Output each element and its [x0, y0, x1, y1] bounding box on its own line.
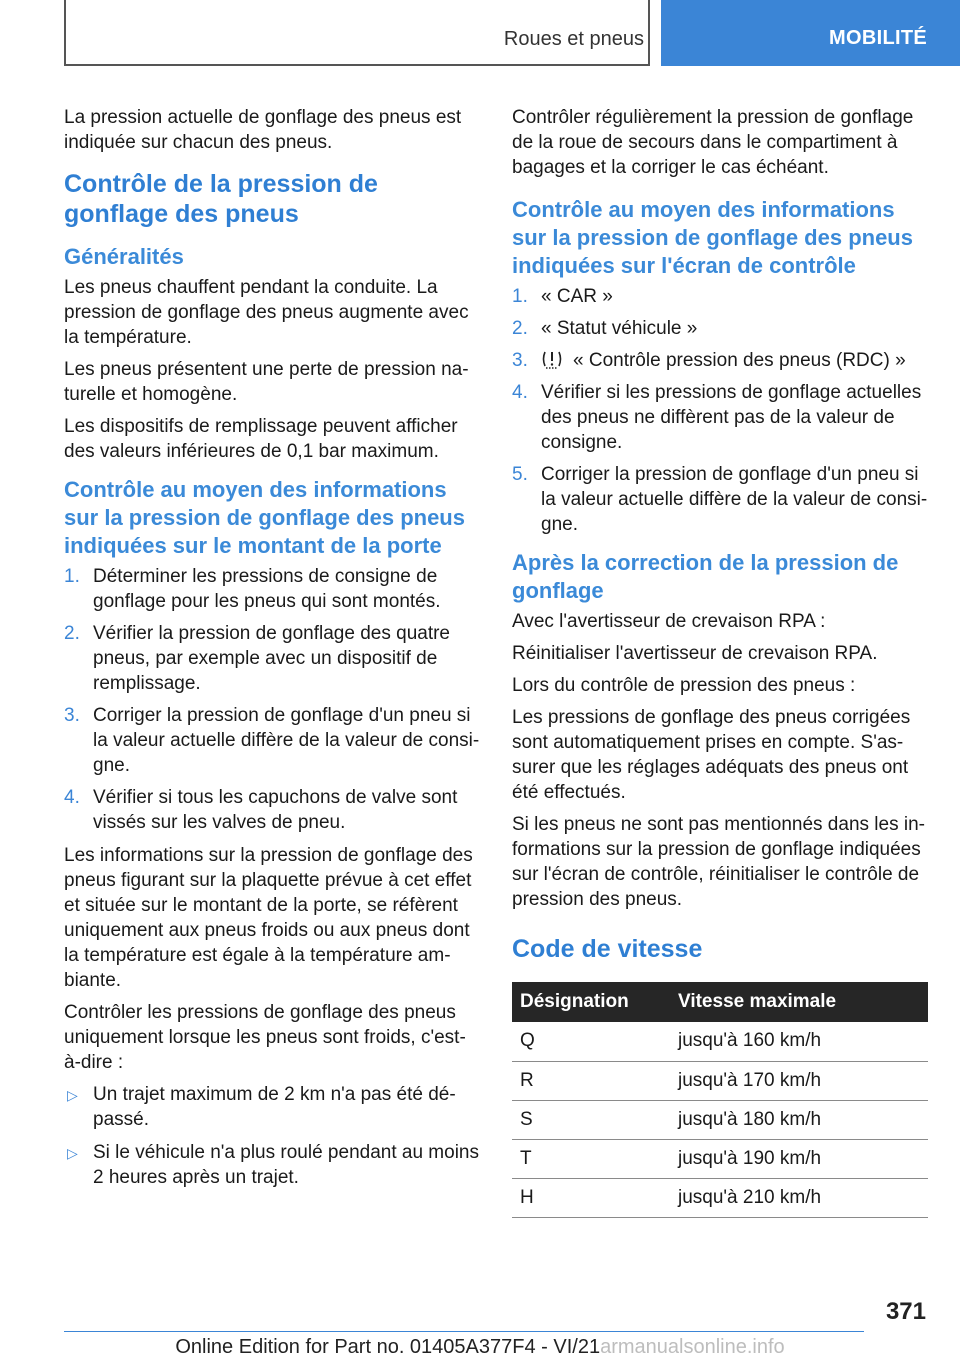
step-number: 4. — [512, 382, 528, 403]
paragraph: Les informations sur la pression de gonflage des pneus figurant sur la plaquette prévue à cet effet et située sur le montant de la porte, se réfèrent uniquement aux pneus froids ou aux pneus dont la température est égale à la température ambiante. — [64, 845, 473, 991]
step-number: 5. — [512, 464, 528, 485]
triangle-bullet-icon: ▷ — [67, 1145, 78, 1161]
page-header — [0, 0, 960, 66]
table-row — [512, 1061, 928, 1100]
list-item — [512, 316, 928, 341]
footer-watermark: armanualsonline.info — [600, 1336, 785, 1358]
paragraph: Contrôler régulièrement la pression de gonflage de la roue de secours dans le compartiment à bagages et la corriger le cas échéant. — [512, 107, 914, 178]
table-cell: jusqu'à 180 km/h — [672, 1100, 928, 1139]
paragraph: Les dispositifs de remplissage peuvent afficher des valeurs inférieures de 0,1 bar maximum. — [64, 416, 458, 462]
header-chapter-label: MOBILITÉ — [829, 26, 927, 49]
paragraph: Les pneus présentent une perte de pression naturelle et homogène. — [64, 359, 469, 405]
heading-general: Généralités — [64, 244, 184, 269]
step-text: Corriger la pression de gonflage d'un pneu si la valeur actuelle diffère de la valeur de consigne. — [541, 464, 928, 535]
step-number: 1. — [64, 566, 80, 587]
step-text: « Statut véhicule » — [541, 318, 698, 339]
step-number: 3. — [64, 705, 80, 726]
table-cell: Q — [512, 1022, 672, 1061]
step-number: 4. — [64, 787, 80, 808]
paragraph: Lors du contrôle de pression des pneus : — [512, 675, 856, 696]
list-item — [64, 1140, 480, 1190]
table-row — [512, 1178, 928, 1217]
list-item — [64, 621, 480, 696]
heading-after-correction: Après la correction de la pression de gonflage — [512, 550, 899, 603]
heading-door-pillar-check: Contrôle au moyen des informations sur la pression de gonflage des pneus indiquées sur le montant de la porte — [64, 477, 465, 558]
list-item — [64, 703, 480, 778]
paragraph: Si les pneus ne sont pas mentionnés dans les informations sur la pression de gonflage indiquées sur l'écran de contrôle, réinitialiser le contrôle de pression des pneus. — [512, 814, 925, 910]
table-cell: jusqu'à 190 km/h — [672, 1139, 928, 1178]
table-cell: jusqu'à 210 km/h — [672, 1178, 928, 1217]
step-text: Vérifier si les pressions de gonflage actuelles des pneus ne diffèrent pas de la valeur de consigne. — [541, 382, 922, 453]
left-column — [64, 105, 480, 1198]
heading-pressure-check: Contrôle de la pression de gonflage des pneus — [64, 170, 378, 228]
step-number: 3. — [512, 350, 528, 371]
triangle-bullet-icon: ▷ — [67, 1087, 78, 1103]
screen-check-steps — [512, 284, 928, 537]
step-text: « CAR » — [541, 286, 613, 307]
paragraph: Avec l'avertisseur de crevaison RPA : — [512, 611, 826, 632]
table-row — [512, 1100, 928, 1139]
table-cell: jusqu'à 160 km/h — [672, 1022, 928, 1061]
table-cell: S — [512, 1100, 672, 1139]
table-row — [512, 1139, 928, 1178]
step-text: « Contrôle pression des pneus (RDC) » — [573, 350, 906, 371]
header-section-title: Roues et pneus — [503, 28, 644, 50]
list-item — [64, 564, 480, 614]
list-item — [512, 462, 928, 537]
step-text: Vérifier la pression de gonflage des quatre pneus, par exemple avec un dispositif de remplissage. — [93, 623, 451, 694]
footer-divider — [64, 1331, 864, 1332]
footer-edition — [0, 1336, 960, 1359]
paragraph: Réinitialiser l'avertisseur de crevaison RPA. — [512, 643, 878, 664]
table-cell: H — [512, 1178, 672, 1217]
heading-speed-code: Code de vitesse — [512, 935, 703, 963]
step-text: Vérifier si tous les capuchons de valve sont vissés sur les valves de pneu. — [93, 787, 458, 833]
door-check-steps — [64, 564, 480, 835]
speed-code-table — [512, 982, 928, 1218]
right-column — [512, 105, 928, 1218]
step-text: Déterminer les pressions de consigne de gonflage pour les pneus qui sont montés. — [93, 566, 441, 612]
step-text: Corriger la pression de gonflage d'un pneu si la valeur actuelle diffère de la valeur de consigne. — [93, 705, 480, 776]
paragraph: Les pneus chauffent pendant la conduite. La pression de gonflage des pneus augmente avec la température. — [64, 277, 469, 348]
step-number: 2. — [64, 623, 80, 644]
table-cell: T — [512, 1139, 672, 1178]
step-number: 1. — [512, 286, 528, 307]
paragraph: Les pressions de gonflage des pneus corrigées sont automatiquement prises en compte. S'assurer que les réglages adéquats des pneus ont été effectués. — [512, 707, 911, 803]
table-header-row — [512, 982, 928, 1022]
table-cell: R — [512, 1061, 672, 1100]
heading-screen-check: Contrôle au moyen des informations sur la pression de gonflage des pneus indiquées sur l'écran de contrôle — [512, 197, 913, 278]
table-cell: jusqu'à 170 km/h — [672, 1061, 928, 1100]
list-item — [512, 348, 928, 373]
tire-pressure-warning-icon — [541, 349, 563, 369]
list-item — [64, 785, 480, 835]
column-header: Vitesse maximale — [672, 982, 928, 1022]
column-header: Désignation — [512, 982, 672, 1022]
list-item — [64, 1082, 480, 1132]
list-item — [512, 380, 928, 455]
intro-paragraph: La pression actuelle de gonflage des pneus est indiquée sur chacun des pneus. — [64, 107, 462, 153]
footer-edition-text: Online Edition for Part no. 01405A377F4 - VI/21 — [175, 1336, 601, 1358]
paragraph: Contrôler les pressions de gonflage des pneus uniquement lorsque les pneus sont froids, c'est-à-dire : — [64, 1002, 466, 1073]
bullet-text: Si le véhicule n'a plus roulé pendant au moins 2 heures après un trajet. — [93, 1142, 479, 1188]
page-number: 371 — [885, 1298, 926, 1325]
step-number: 2. — [512, 318, 528, 339]
list-item — [512, 284, 928, 309]
table-row — [512, 1022, 928, 1061]
header-chapter-tab — [661, 0, 960, 66]
cold-tire-conditions — [64, 1082, 480, 1190]
bullet-text: Un trajet maximum de 2 km n'a pas été dépassé. — [93, 1084, 456, 1130]
